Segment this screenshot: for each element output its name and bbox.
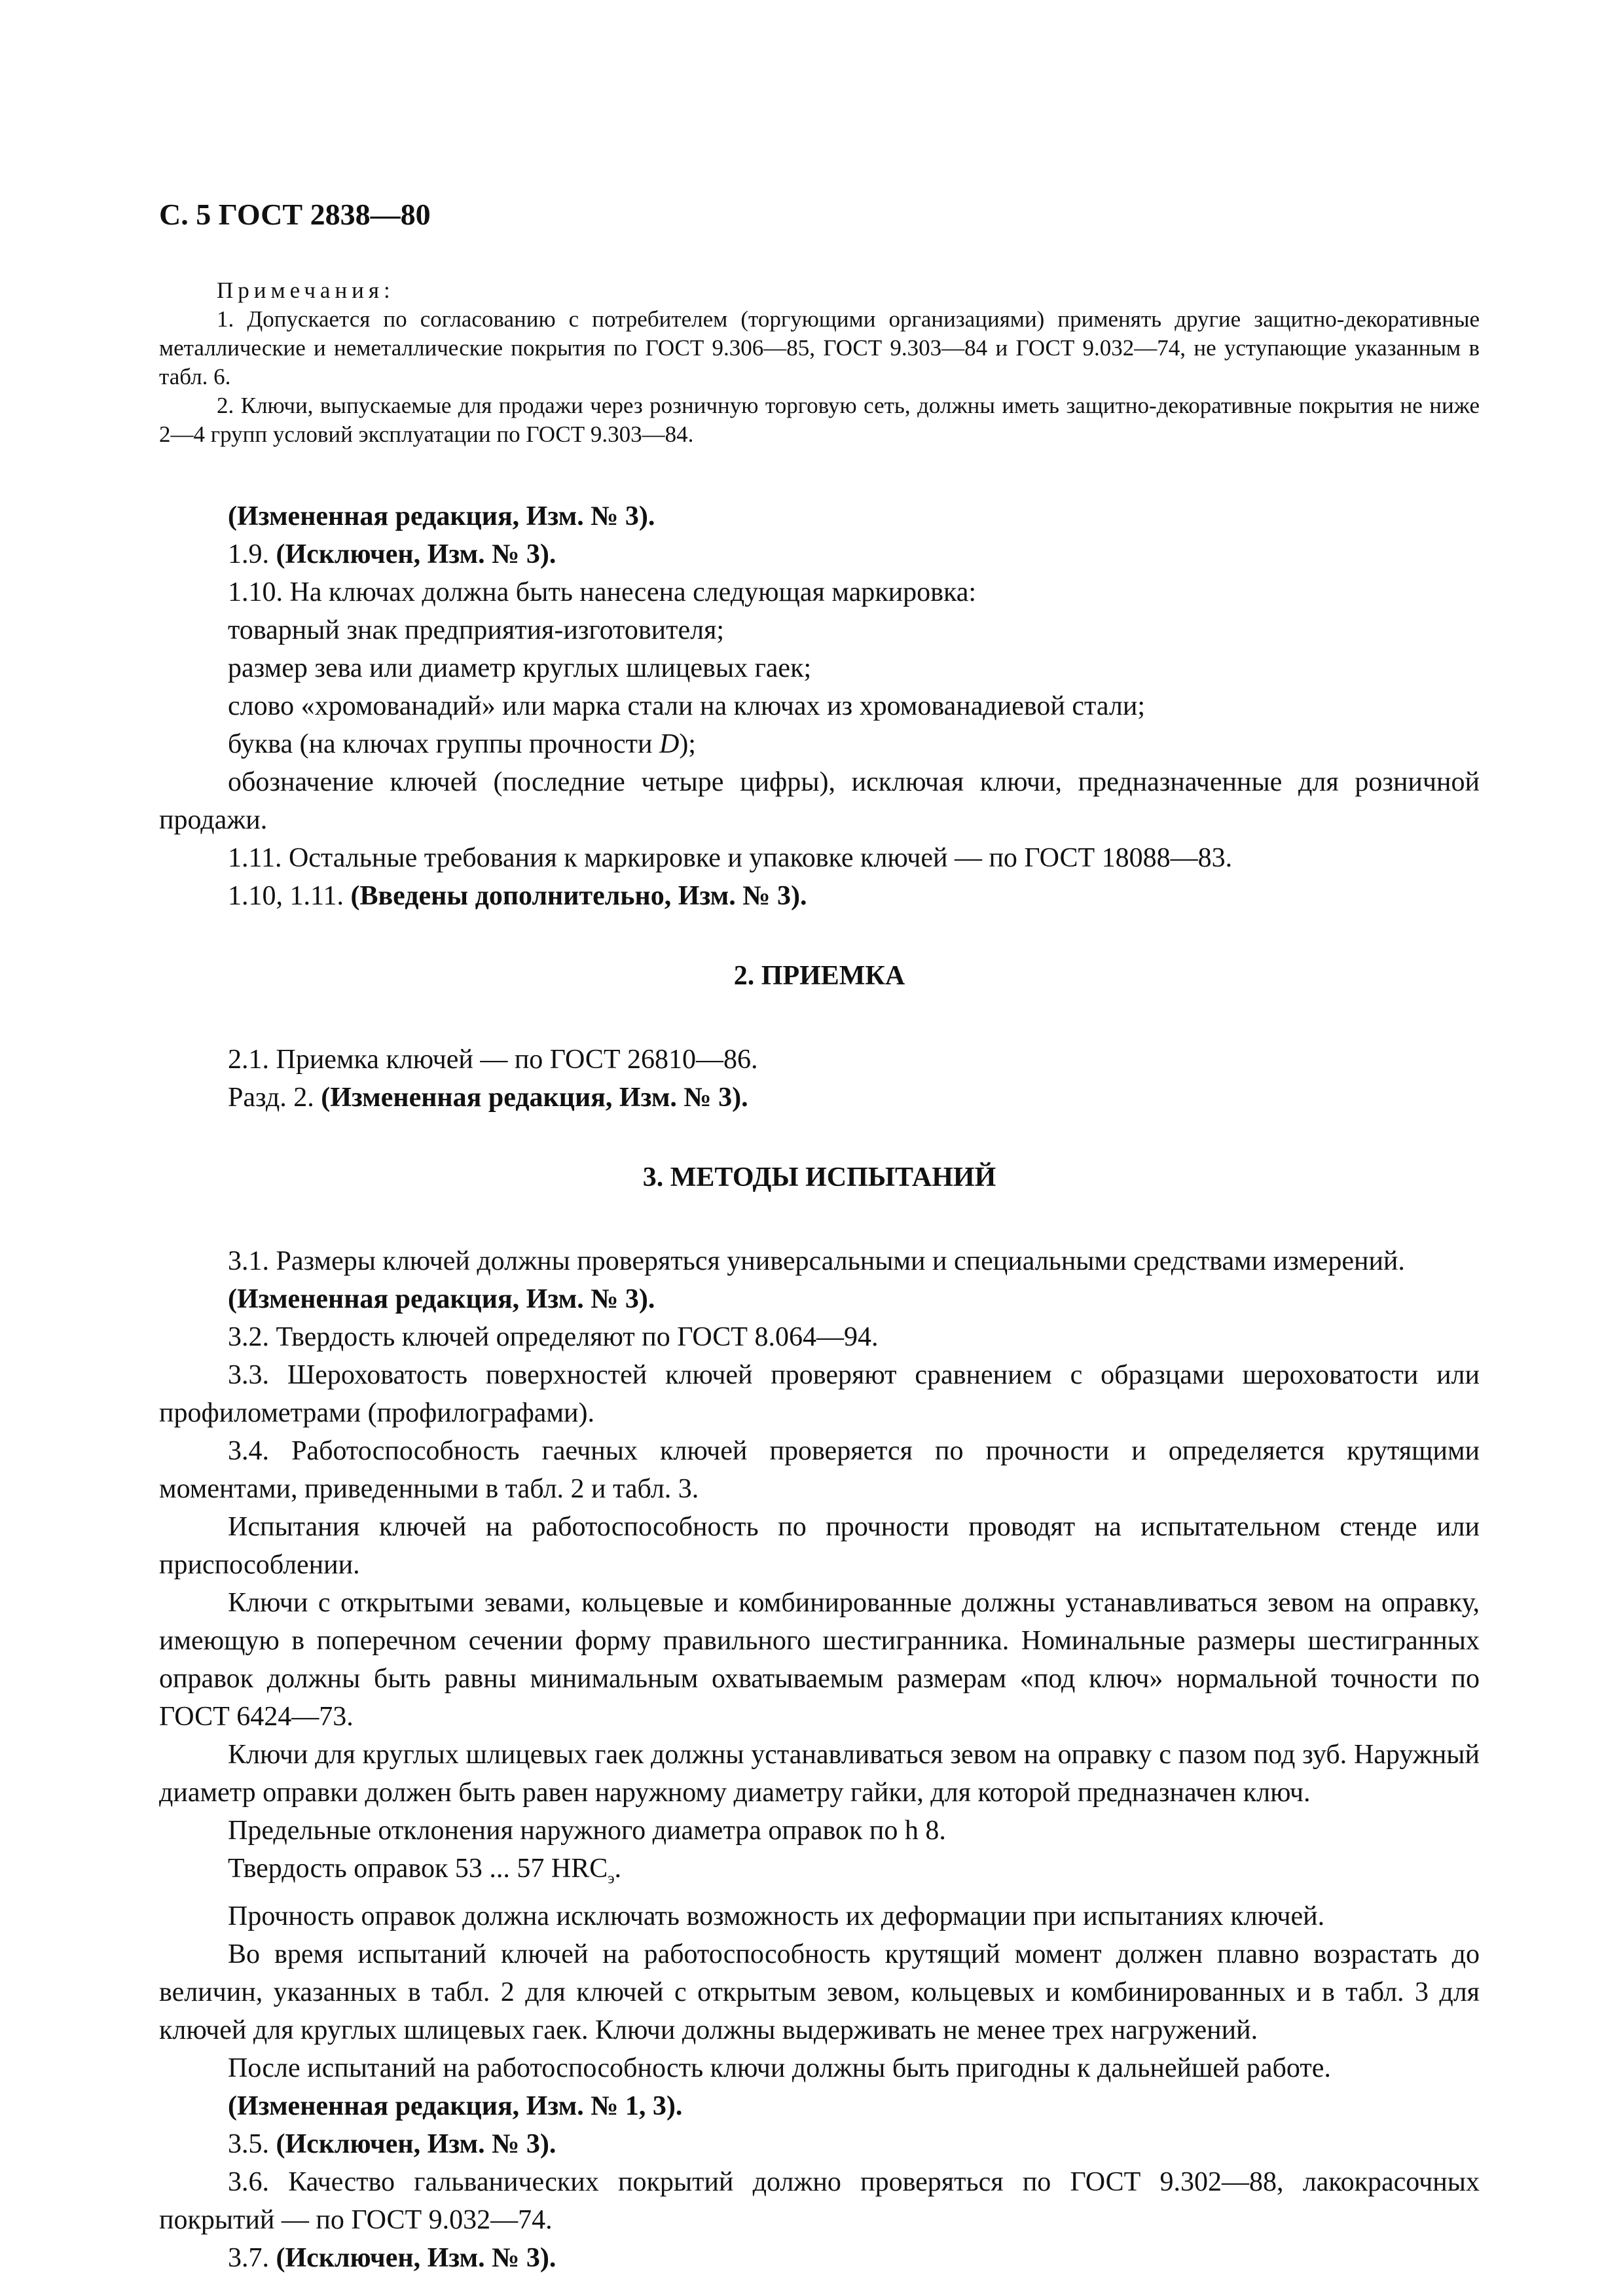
clause-number: 1.10, 1.11. xyxy=(228,881,344,911)
clause-3-4-para-g: Во время испытаний ключей на работоспособность крутящий момент должен плавно возрастать до величин, указанных в табл. 2 для ключей с открытым зевом, кольцевых и комбинированных и в табл. 3 для ключей для круглых шлицевых гаек. Ключи должны выдерживать не менее трех нагружений. xyxy=(159,1939,1480,2046)
clause-3-4-para-d: Предельные отклонения наружного диаметра оправок по h 8. xyxy=(228,1816,946,1846)
hardness-text: Твердость оправок 53 ... 57 HRC xyxy=(228,1854,608,1884)
clause-3-4-para-b: Ключи с открытыми зевами, кольцевые и комбинированные должны устанавливаться зевом на оправку, имеющую в поперечном сечении форму правильного шестигранника. Номинальные размеры шестигранных оправок должны быть равны минимальным охватываемым размерам «под ключ» нормальной точности по ГОСТ 6424—73. xyxy=(159,1588,1480,1732)
section-1-body xyxy=(159,497,1480,915)
notes-title: Примечания: xyxy=(217,278,395,303)
clause-number: 3.7. xyxy=(228,2243,269,2274)
section-2-note xyxy=(159,1079,1480,1117)
clause-number: 3.5. xyxy=(228,2129,269,2160)
marking-item-4-end: ); xyxy=(679,729,696,759)
clause-1-11: 1.11. Остальные требования к маркировке и упаковке ключей — по ГОСТ 18088—83. xyxy=(228,843,1233,873)
marking-item-2: размер зева или диаметр круглых шлицевых гаек; xyxy=(228,653,812,683)
section-2-body xyxy=(159,1041,1480,1117)
amendment-note xyxy=(159,2087,1480,2125)
amendment-text: (Измененная редакция, Изм. № 3). xyxy=(228,1284,655,1314)
note-item-2: 2. Ключи, выпускаемые для продажи через розничную торговую сеть, должны иметь защитно-декоративные покрытия не ниже 2—4 групп условий эксплуатации по ГОСТ 9.303—84. xyxy=(159,393,1480,447)
clause-3-4-para-c: Ключи для круглых шлицевых гаек должны устанавливаться зевом на оправку с пазом под зуб. Наружный диаметр оправки должен быть равен наружному диаметру гайки, для которой предназначен ключ. xyxy=(159,1740,1480,1808)
clause-3-2: 3.2. Твердость ключей определяют по ГОСТ 8.064—94. xyxy=(228,1322,879,1352)
amendment-text: (Измененная редакция, Изм. № 1, 3). xyxy=(228,2091,683,2122)
strength-group-letter: D xyxy=(659,729,680,759)
marking-item-4 xyxy=(159,725,1480,763)
marking-item-1: товарный знак предприятия-изготовителя; xyxy=(228,615,725,645)
clause-2-1: 2.1. Приемка ключей — по ГОСТ 26810—86. xyxy=(228,1045,758,1075)
hardness-end: . xyxy=(614,1854,622,1884)
amendment-text: (Измененная редакция, Изм. № 3). xyxy=(228,501,655,531)
clause-3-4-para-f: Прочность оправок должна исключать возможность их деформации при испытаниях ключей. xyxy=(228,1901,1325,1932)
marking-item-5: обозначение ключей (последние четыре цифры), исключая ключи, предназначенные для розничной продажи. xyxy=(159,767,1480,835)
clause-status: (Введены дополнительно, Изм. № 3). xyxy=(350,881,807,911)
document-page xyxy=(159,196,1480,2277)
clause-3-4-para-a: Испытания ключей на работоспособность по прочности проводят на испытательном стенде или приспособлении. xyxy=(159,1512,1480,1580)
hardness-subscript: э xyxy=(608,1870,615,1888)
note-item-1: 1. Допускается по согласованию с потребителем (торгующими организациями) применять другие защитно-декоративные металлические и неметаллические покрытия по ГОСТ 9.306—85, ГОСТ 9.303—84 и ГОСТ 9.032—74, не уступающие указанным в табл. 6. xyxy=(159,306,1480,389)
marking-item-3: слово «хромованадий» или марка стали на ключах из хромованадиевой стали; xyxy=(228,691,1146,721)
amendment-note xyxy=(159,497,1480,535)
clause-1-9 xyxy=(159,535,1480,573)
clause-3-5 xyxy=(159,2125,1480,2163)
clause-3-4-para-e xyxy=(159,1850,1480,1897)
section-3-body xyxy=(159,1242,1480,2277)
clause-1-10-1-11-note xyxy=(159,877,1480,915)
clause-1-10: 1.10. На ключах должна быть нанесена следующая маркировка: xyxy=(228,577,977,607)
clause-3-7 xyxy=(159,2239,1480,2277)
marking-item-4-text: буква (на ключах группы прочности xyxy=(228,729,659,759)
notes-block xyxy=(159,276,1480,449)
clause-status: (Измененная редакция, Изм. № 3). xyxy=(321,1083,748,1113)
clause-status: (Исключен, Изм. № 3). xyxy=(276,539,556,569)
clause-3-1: 3.1. Размеры ключей должны проверяться универсальными и специальными средствами измерений. xyxy=(228,1246,1405,1276)
section-3-title: 3. МЕТОДЫ ИСПЫТАНИЙ xyxy=(642,1162,996,1193)
clause-number: 1.9. xyxy=(228,539,269,569)
clause-3-3: 3.3. Шероховатость поверхностей ключей проверяют сравнением с образцами шероховатости или профилометрами (профилографами). xyxy=(159,1360,1480,1428)
clause-3-6: 3.6. Качество гальванических покрытий должно проверяться по ГОСТ 9.302—88, лакокрасочных покрытий — по ГОСТ 9.032—74. xyxy=(159,2167,1480,2236)
clause-status: (Исключен, Изм. № 3). xyxy=(276,2129,556,2160)
clause-3-4: 3.4. Работоспособность гаечных ключей проверяется по прочности и определяется крутящими моментами, приведенными в табл. 2 и табл. 3. xyxy=(159,1436,1480,1504)
section-2-title: 2. ПРИЕМКА xyxy=(733,961,905,991)
clause-3-4-para-h: После испытаний на работоспособность ключи должны быть пригодны к дальнейшей работе. xyxy=(228,2053,1331,2084)
page-header: С. 5 ГОСТ 2838—80 xyxy=(159,198,431,231)
clause-number: Разд. 2. xyxy=(228,1083,314,1113)
amendment-note xyxy=(159,1280,1480,1318)
clause-status: (Исключен, Изм. № 3). xyxy=(276,2243,556,2274)
